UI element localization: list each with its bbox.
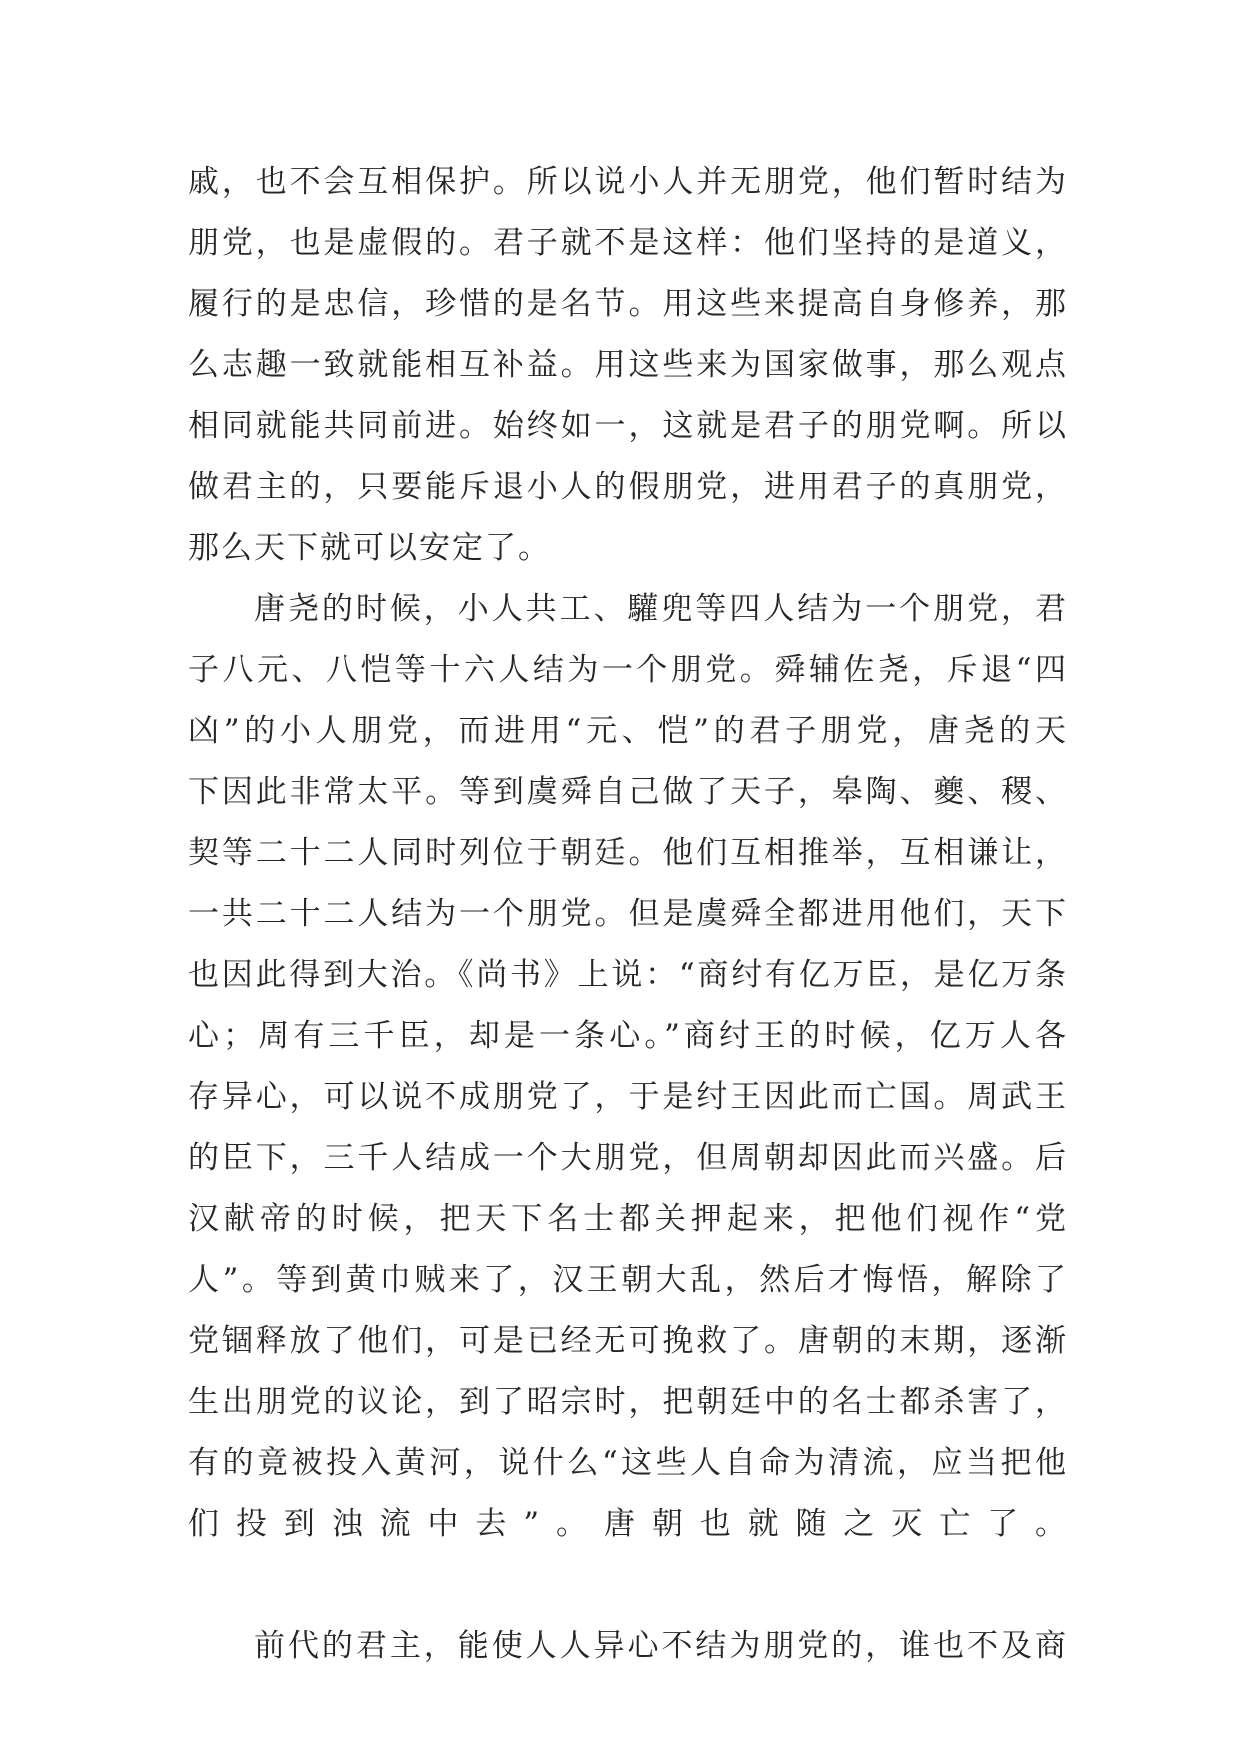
text-line: 戚，也不会互相保护。所以说小人并无朋党，他们暂时结为 <box>188 164 1068 200</box>
paragraph <box>188 1616 1068 1677</box>
paragraph <box>188 579 1068 1616</box>
text-line: 们投到浊流中去”。唐朝也就随之灭亡了。 <box>188 1506 1068 1542</box>
text-line: 生出朋党的议论，到了昭宗时，把朝廷中的名士都杀害了， <box>188 1384 1068 1420</box>
text-line: 也因此得到大治。《尚书》上说：“商纣有亿万臣，是亿万条 <box>188 957 1068 993</box>
text-line: 子八元、八恺等十六人结为一个朋党。舜辅佐尧，斥退“四 <box>188 652 1068 688</box>
text-line: 朋党，也是虚假的。君子就不是这样：他们坚持的是道义， <box>188 225 1068 261</box>
text-line <box>188 1555 1068 1616</box>
text-line: 那么天下就可以安定了。 <box>188 530 551 566</box>
text-line: 么志趣一致就能相互补益。用这些来为国家做事，那么观点 <box>188 347 1068 383</box>
text-line: 心；周有三千臣，却是一条心。”商纣王的时候，亿万人各 <box>188 1018 1068 1054</box>
text-line: 履行的是忠信，珍惜的是名节。用这些来提高自身修养，那 <box>188 286 1068 322</box>
text-line: 做君主的，只要能斥退小人的假朋党，进用君子的真朋党， <box>188 469 1068 505</box>
text-line: 下因此非常太平。等到虞舜自己做了天子，皋陶、夔、稷、 <box>188 774 1068 810</box>
text-line: 唐尧的时候，小人共工、驩兜等四人结为一个朋党，君 <box>254 591 1068 627</box>
text-line: 存异心，可以说不成朋党了，于是纣王因此而亡国。周武王 <box>188 1079 1068 1115</box>
text-line: 有的竟被投入黄河，说什么“这些人自命为清流，应当把他 <box>188 1445 1068 1481</box>
text-line: 人”。等到黄巾贼来了，汉王朝大乱，然后才悔悟，解除了 <box>188 1262 1068 1298</box>
text-line: 一共二十二人结为一个朋党。但是虞舜全都进用他们，天下 <box>188 896 1068 932</box>
text-line: 的臣下，三千人结成一个大朋党，但周朝却因此而兴盛。后 <box>188 1140 1068 1176</box>
text-line: 凶”的小人朋党，而进用“元、恺”的君子朋党，唐尧的天 <box>188 713 1068 749</box>
text-line: 前代的君主，能使人人异心不结为朋党的，谁也不及商 <box>254 1628 1068 1664</box>
text-line: 党锢释放了他们，可是已经无可挽救了。唐朝的末期，逐渐 <box>188 1323 1068 1359</box>
text-line: 汉献帝的时候，把天下名士都关押起来，把他们视作“党 <box>188 1201 1068 1237</box>
paragraph <box>188 152 1068 579</box>
text-line: 相同就能共同前进。始终如一，这就是君子的朋党啊。所以 <box>188 408 1068 444</box>
body-text <box>188 152 1068 1677</box>
text-line: 契等二十二人同时列位于朝廷。他们互相推举，互相谦让， <box>188 835 1068 871</box>
